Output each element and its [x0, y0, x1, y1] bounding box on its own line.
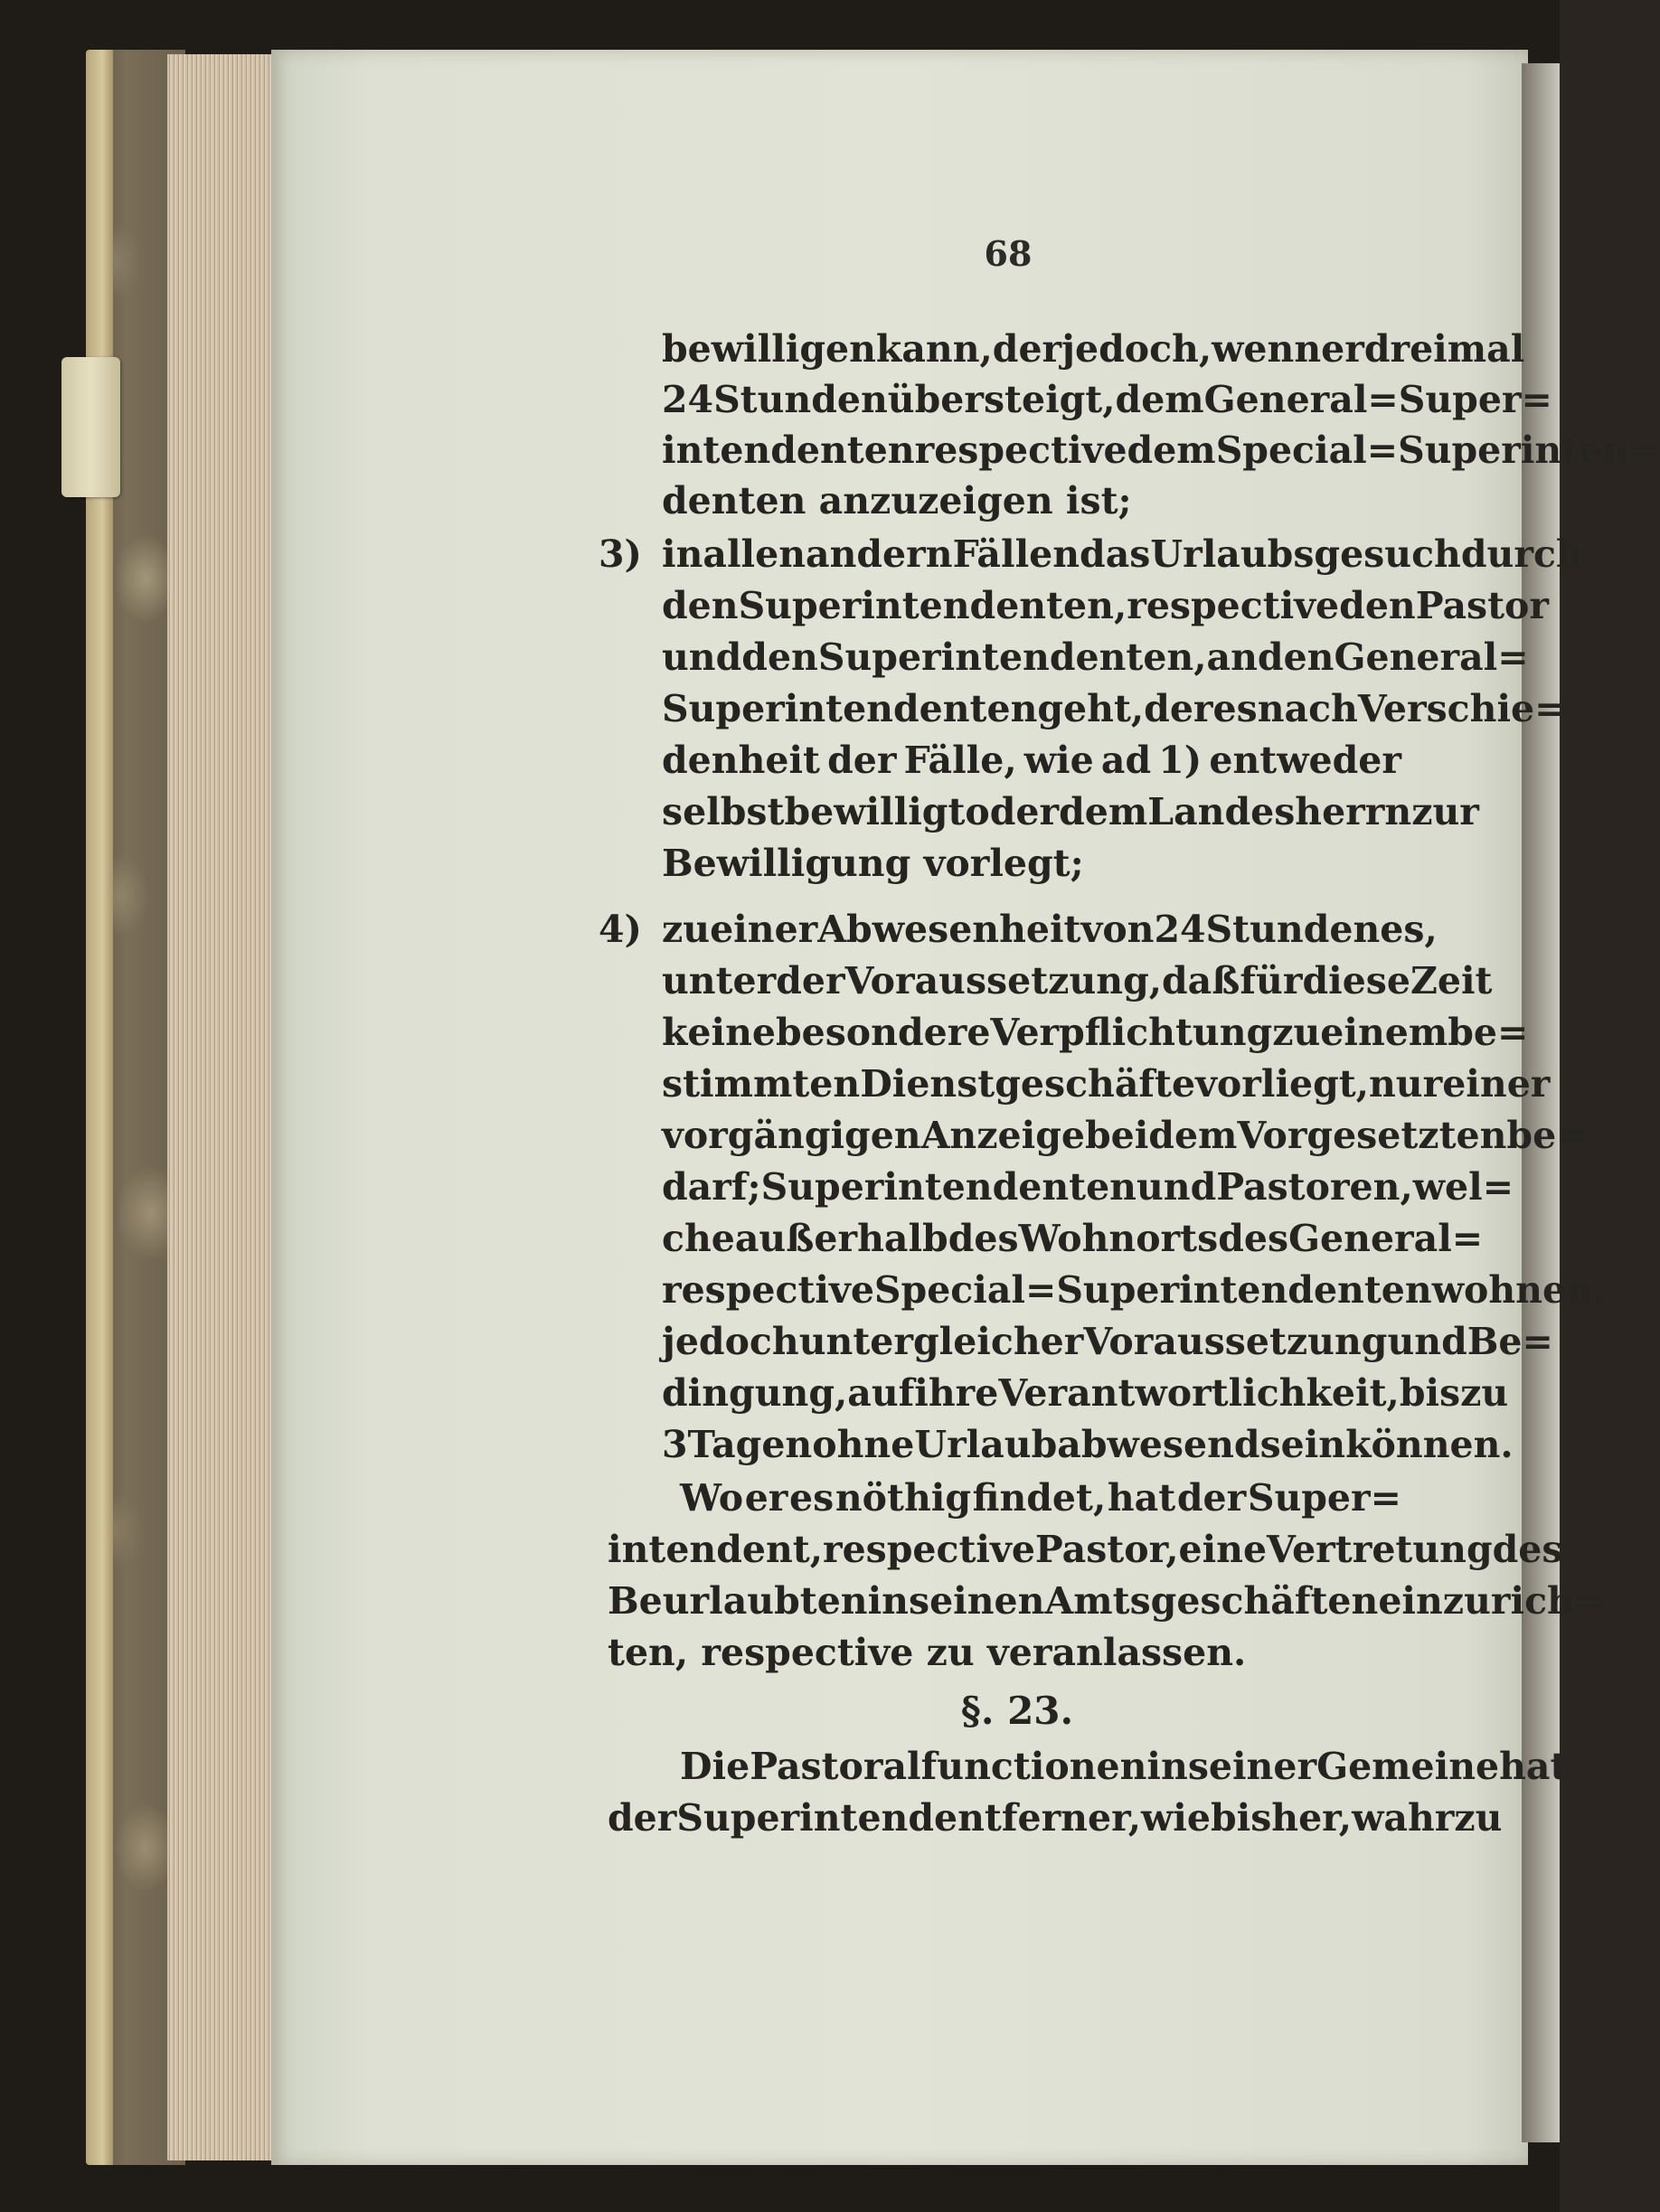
text-line: bewilligen kann, der jedoch, wenn er dreimal: [662, 327, 1525, 371]
text-line: 24 Stunden übersteigt, dem General=Super=: [662, 378, 1552, 421]
text-line: darf; Superintendenten und Pastoren, wel=: [662, 1165, 1514, 1209]
text-line: den Superintendenten, respective den Pastor: [662, 584, 1549, 627]
text-line: der Superintendent ferner, wie bisher, wahrzu: [608, 1796, 1503, 1840]
text-line: Die Pastoralfunctionen in seiner Gemeine hat: [680, 1745, 1568, 1788]
item-marker-4: 4): [599, 908, 642, 951]
text-line: Bewilligung vorlegt;: [662, 842, 1084, 885]
text-line: intendent, respective Pastor, eine Vertretung des: [608, 1528, 1563, 1571]
text-line: Wo er es nöthig findet, hat der Super=: [680, 1476, 1401, 1520]
item-marker-3: 3): [599, 532, 642, 576]
text-line: jedoch unter gleicher Voraussetzung und Be=: [662, 1320, 1553, 1363]
text-line: ten, respective zu veranlassen.: [608, 1631, 1247, 1674]
text-line: und den Superintendenten, an den General=: [662, 635, 1529, 679]
text-line: unter der Voraussetzung, daß für diese Zeit: [662, 959, 1493, 1002]
page-number: 68: [984, 233, 1033, 274]
text-line: che außerhalb des Wohnorts des General=: [662, 1217, 1484, 1260]
text-line: 3 Tagen ohne Urlaub abwesend sein können.: [662, 1423, 1514, 1466]
text-line: denten anzuzeigen ist;: [662, 479, 1132, 522]
text-line: denheit der Fälle, wie ad 1) entweder: [662, 739, 1401, 782]
text-line: zu einer Abwesenheit von 24 Stunden es,: [662, 908, 1438, 951]
text-line: in allen andern Fällen das Urlaubsgesuch durch: [662, 532, 1583, 576]
text-line: respective Special=Superintendenten wohnen,: [662, 1268, 1607, 1312]
text-line: stimmten Dienstgeschäfte vorliegt, nur einer: [662, 1062, 1551, 1106]
text-line: vorgängigen Anzeige bei dem Vorgesetzten be=: [662, 1114, 1588, 1157]
text-line: Superintendenten geht, der es nach Verschie=: [662, 687, 1566, 730]
text-line: dingung, auf ihre Verantwortlichkeit, bis zu: [662, 1371, 1509, 1415]
text-line: Beurlaubten in seinen Amtsgeschäften einzurich=: [608, 1579, 1606, 1623]
text-line: intendenten respective dem Special=Superinten=: [662, 428, 1660, 472]
text-line: keine besondere Verpflichtung zu einem be=: [662, 1011, 1529, 1054]
section-heading: §. 23.: [960, 1689, 1074, 1733]
text-line: selbst bewilligt oder dem Landesherrn zur: [662, 790, 1479, 833]
